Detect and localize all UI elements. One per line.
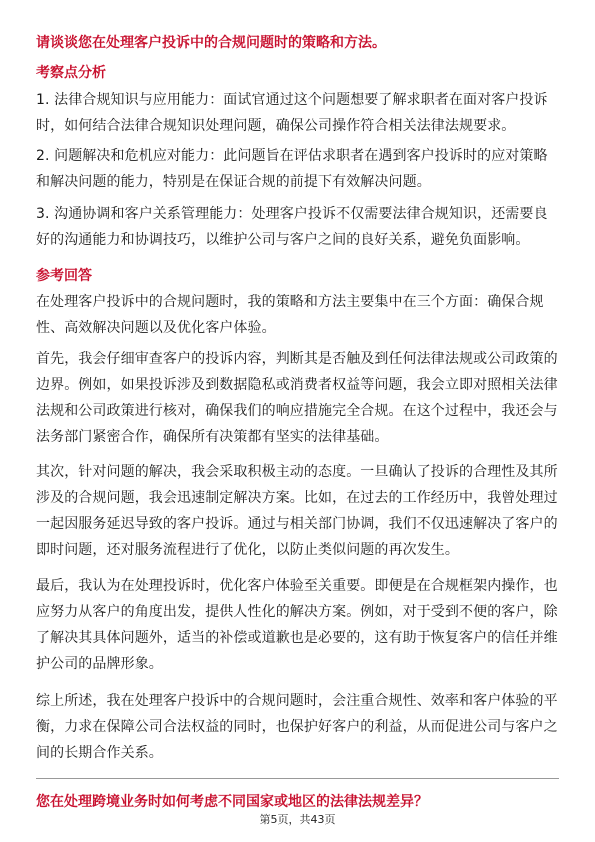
analysis-point: 3. 沟通协调和客户关系管理能力：处理客户投诉不仅需要法律合规知识，还需要良好的沟通能力和协调技巧，以维护公司与客户之间的良好关系，避免负面影响。 [36,206,548,248]
analysis-heading: 考察点分析 [36,65,106,81]
next-question-title: 您在处理跨境业务时如何考虑不同国家或地区的法律法规差异？ [36,794,428,810]
analysis-point: 2. 问题解决和危机应对能力：此问题旨在评估求职者在遇到客户投诉时的应对策略和解决问题的能力，特别是在保证合规的前提下有效解决问题。 [36,148,548,190]
question-title: 请谈谈您在处理客户投诉中的合规问题时的策略和方法。 [36,35,386,51]
page-number: 第5页，共43页 [259,813,336,826]
answer-heading: 参考回答 [36,268,92,284]
answer-paragraph: 其次，针对问题的解决，我会采取积极主动的态度。一旦确认了投诉的合理性及其所涉及的合规问题，我会迅速制定解决方案。比如，在过去的工作经历中，我曾处理过一起因服务延迟导致的客户投诉。通过与相关部门协调，我们不仅迅速解决了客户的即时问题，还对服务流程进行了优化，以防止类似问题的再次发生。 [36,464,558,558]
section-divider [36,778,559,779]
answer-paragraph: 首先，我会仔细审查客户的投诉内容，判断其是否触及到任何法律法规或公司政策的边界。例如，如果投诉涉及到数据隐私或消费者权益等问题，我会立即对照相关法律法规和公司政策进行核对，确保我们的响应措施完全合规。在这个过程中，我还会与法务部门紧密合作，确保所有决策都有坚实的法律基础。 [36,351,558,445]
answer-paragraph: 综上所述，我在处理客户投诉中的合规问题时，会注重合规性、效率和客户体验的平衡，力求在保障公司合法权益的同时，也保护好客户的利益，从而促进公司与客户之间的长期合作关系。 [36,693,558,761]
analysis-point: 1. 法律合规知识与应用能力：面试官通过这个问题想要了解求职者在面对客户投诉时，如何结合法律合规知识处理问题，确保公司操作符合相关法律法规要求。 [36,92,548,134]
answer-paragraph: 在处理客户投诉中的合规问题时，我的策略和方法主要集中在三个方面：确保合规性、高效解决问题以及优化客户体验。 [36,294,544,336]
answer-paragraph: 最后，我认为在处理投诉时，优化客户体验至关重要。即便是在合规框架内操作，也应努力从客户的角度出发，提供人性化的解决方案。例如，对于受到不便的客户，除了解决其具体问题外，适当的补偿或道歉也是必要的，这有助于恢复客户的信任并维护公司的品牌形象。 [36,578,558,672]
